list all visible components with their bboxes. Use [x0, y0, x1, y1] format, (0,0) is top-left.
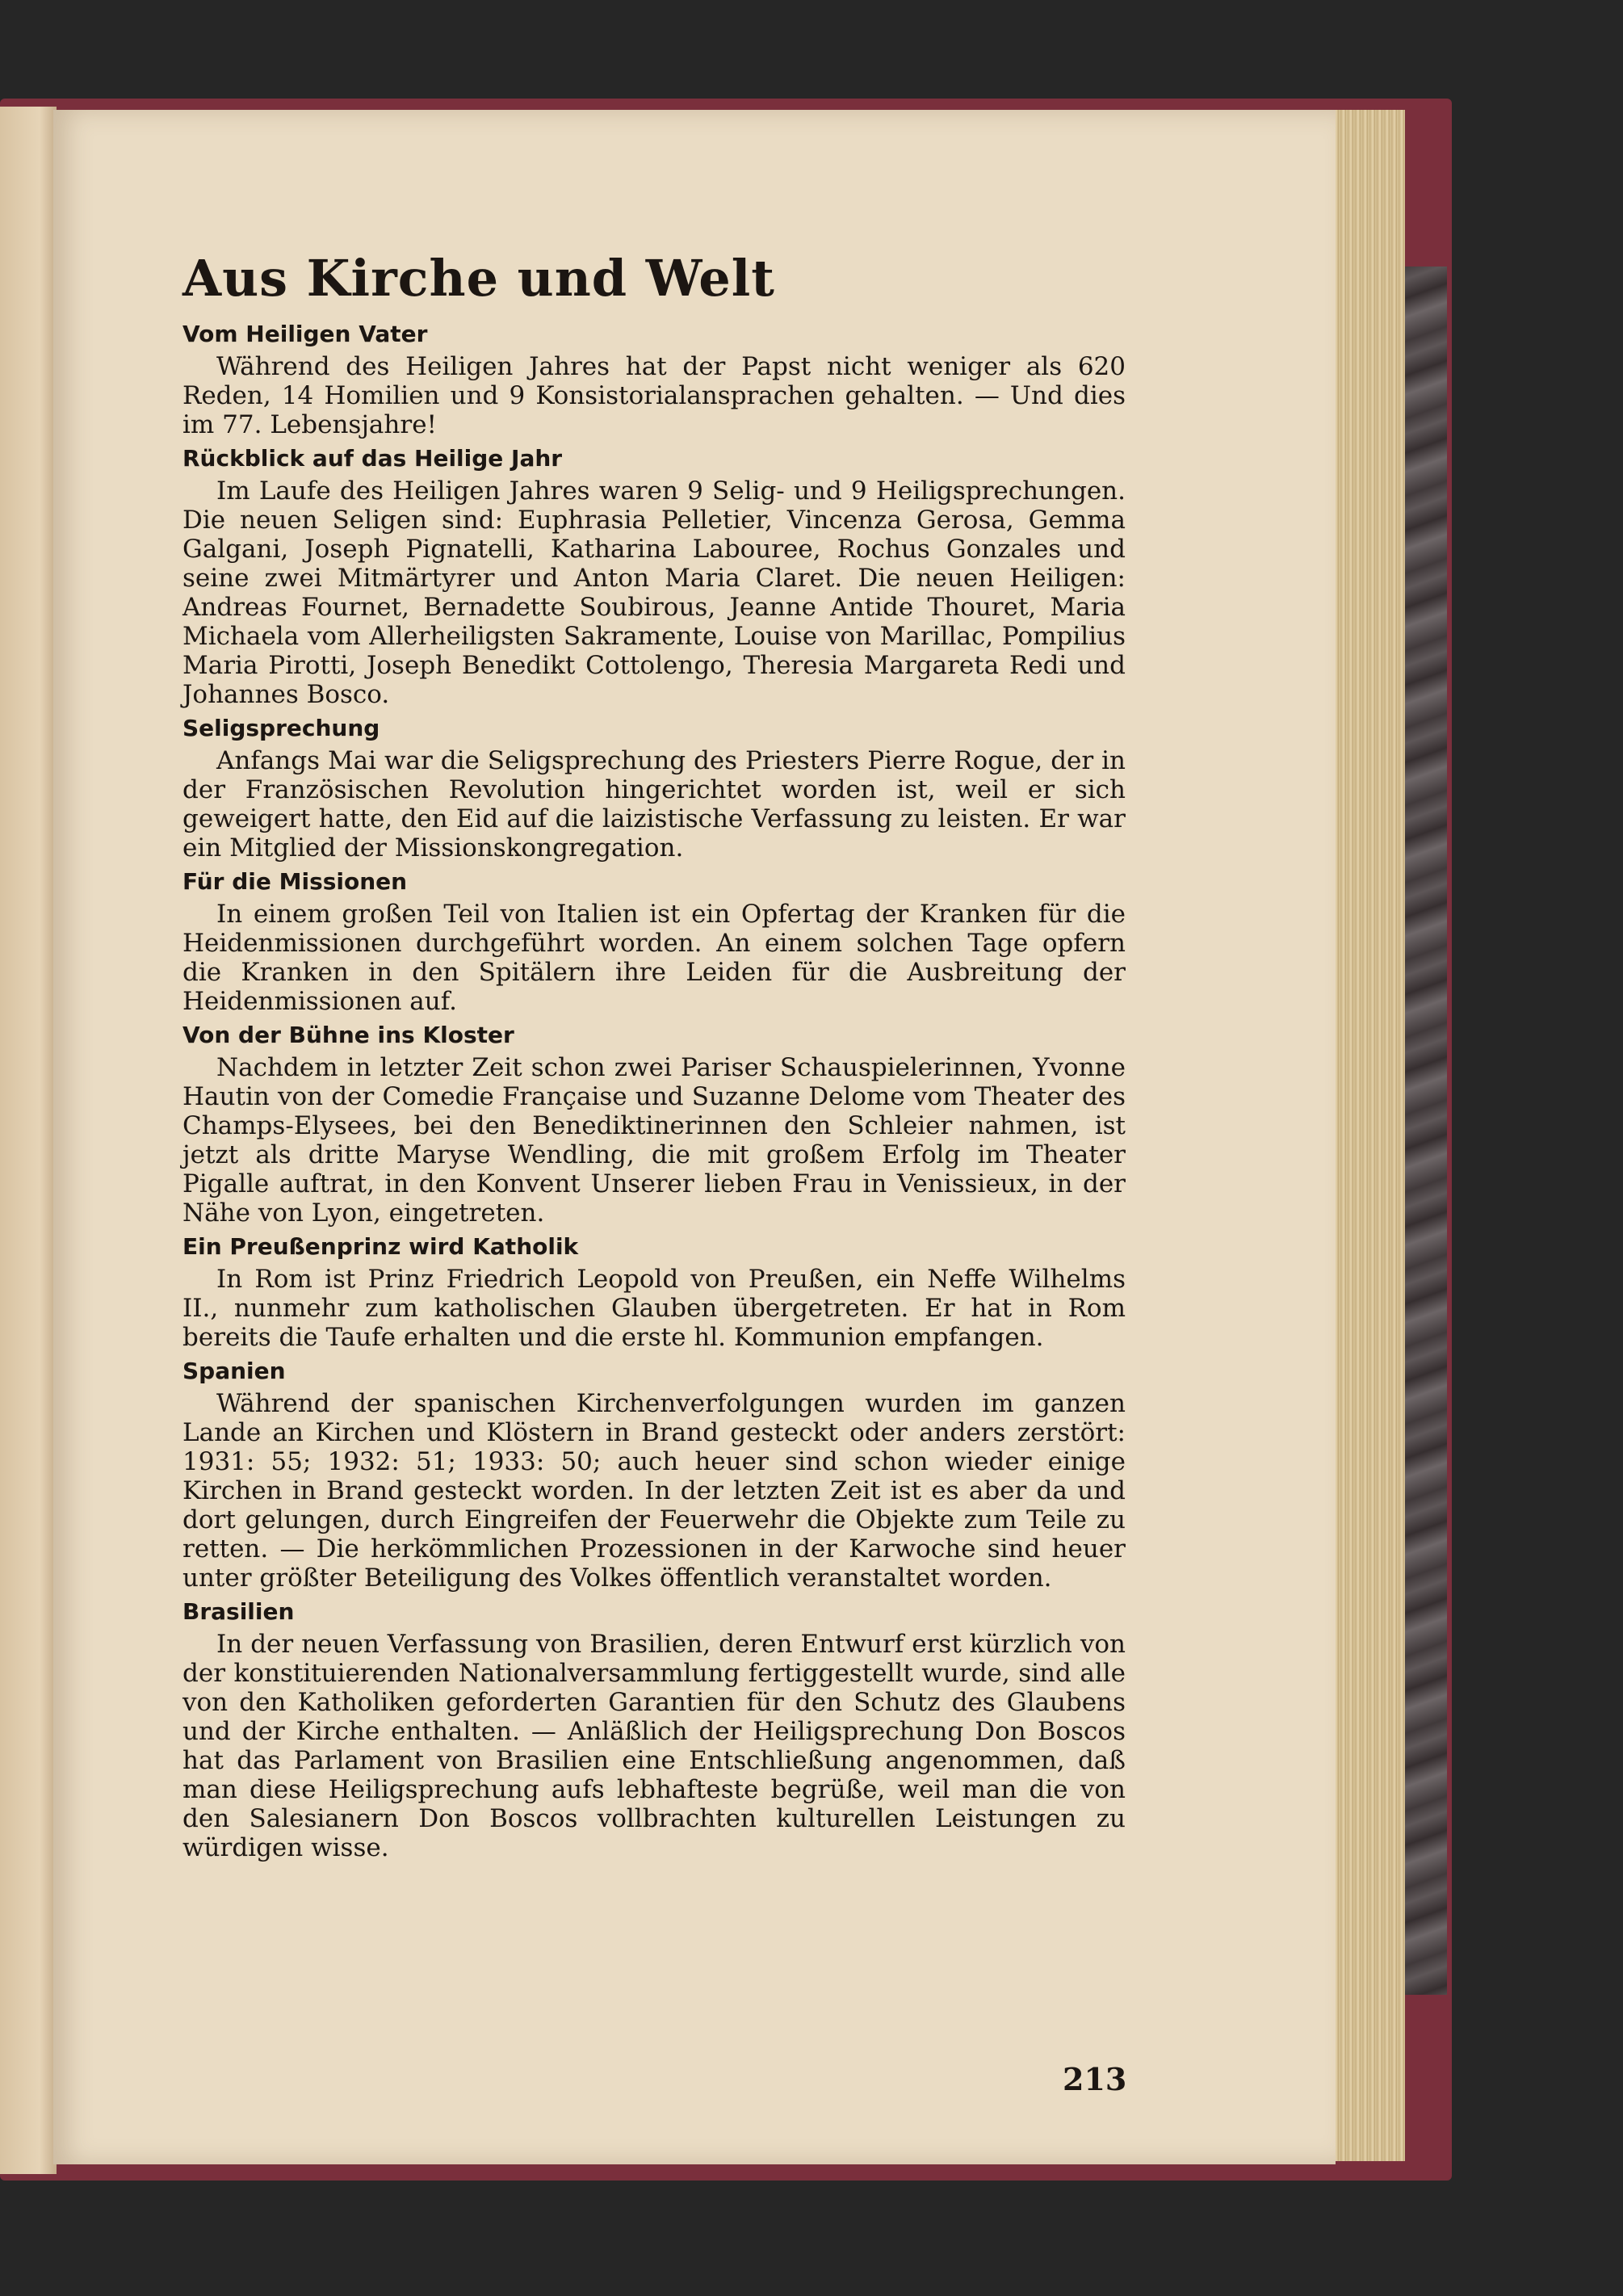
page-content: [182, 249, 1126, 1867]
section-text: In einem großen Teil von Italien ist ein Opfertag der Kranken für die Heidenmissionen durchgeführt worden. An einem solchen Tage opfern die Kranken in den Spitälern ihre Leiden für die Ausbreitung der Heidenmissionen auf.: [182, 900, 1126, 1016]
section-preussenprinz: [182, 1232, 1126, 1352]
section-text: Während der spanischen Kirchenverfolgungen wurden im ganzen Lande an Kirchen und Klöstern in Brand gesteckt oder anders zerstört: 1931: 55; 1932: 51; 1933: 50; auch heuer sind schon wieder einige Kirchen in Brand gesteckt worden. In der letzten Zeit ist es aber da und dort gelungen, durch Eingreifen der Feuerwehr die Objekte zum Teile zu retten. — Die herkömmlichen Prozessionen in der Karwoche sind heuer unter größter Beteiligung des Volkes öffentlich veranstaltet worden.: [182, 1389, 1126, 1593]
section-vom-heiligen-vater: [182, 320, 1126, 439]
section-heading: Ein Preußenprinz wird Katholik: [182, 1233, 579, 1260]
section-heading: Brasilien: [182, 1598, 295, 1625]
section-heading: Seligsprechung: [182, 715, 380, 741]
section-heading: Von der Bühne ins Kloster: [182, 1022, 514, 1048]
section-spanien: [182, 1357, 1126, 1593]
left-page-edge: [0, 107, 57, 2174]
section-seligsprechung: [182, 714, 1126, 863]
section-fuer-die-missionen: [182, 867, 1126, 1016]
marbled-cover-edge: [1399, 267, 1447, 1995]
section-heading: Vom Heiligen Vater: [182, 321, 428, 347]
section-text: Während des Heiligen Jahres hat der Papst nicht weniger als 620 Reden, 14 Homilien und 9 Konsistorialansprachen gehalten. — Und dies im 77. Lebensjahre!: [182, 352, 1126, 439]
section-heading: Spanien: [182, 1358, 286, 1384]
section-text: Nachdem in letzter Zeit schon zwei Pariser Schauspielerinnen, Yvonne Hautin von der Comedie Française und Suzanne Delome vom Theater des Champs-Elysees, bei den Benediktinerinnen den Schleier nahmen, ist jetzt als dritte Maryse Wendling, die mit großem Erfolg im Theater Pigalle auftrat, in den Konvent Unserer lieben Frau in Venissieux, in der Nähe von Lyon, eingetreten.: [182, 1053, 1126, 1228]
section-text: Anfangs Mai war die Seligsprechung des Priesters Pierre Rogue, der in der Französischen Revolution hingerichtet worden ist, weil er sich geweigert hatte, den Eid auf die laizistische Verfassung zu leisten. Er war ein Mitglied der Missionskongregation.: [182, 746, 1126, 863]
section-text: In der neuen Verfassung von Brasilien, deren Entwurf erst kürzlich von der konstituierenden Nationalversammlung fertiggestellt wurde, sind alle von den Katholiken geforderten Garantien für den Schutz des Glaubens und der Kirche enthalten. — Anläßlich der Heiligsprechung Don Boscos hat das Parlament von Brasilien eine Entschließung angenommen, daß man diese Heiligsprechung aufs lebhafteste begrüße, weil man die von den Salesianern Don Boscos vollbrachten kulturellen Leistungen zu würdigen wisse.: [182, 1630, 1126, 1862]
section-buehne-kloster: [182, 1021, 1126, 1228]
section-heading: Rückblick auf das Heilige Jahr: [182, 445, 563, 472]
page-block-edges: [1324, 110, 1405, 2161]
section-brasilien: [182, 1597, 1126, 1862]
section-rueckblick: [182, 444, 1126, 709]
page-number: 213: [1063, 2061, 1127, 2097]
section-text: Im Laufe des Heiligen Jahres waren 9 Selig- und 9 Heiligsprechungen. Die neuen Seligen sind: Euphrasia Pelletier, Vincenza Gerosa, Gemma Galgani, Joseph Pignatelli, Katharina Labouree, Rochus Gonzales und seine zwei Mitmärtyrer und Anton Maria Claret. Die neuen Heiligen: Andreas Fournet, Bernadette Soubirous, Jeanne Antide Thouret, Maria Michaela vom Allerheiligsten Sakramente, Louise von Marillac, Pompilius Maria Pirotti, Joseph Benedikt Cottolengo, Theresia Margareta Redi und Johannes Bosco.: [182, 476, 1126, 709]
section-heading: Für die Missionen: [182, 868, 408, 895]
book-page: [53, 110, 1336, 2164]
page-title: Aus Kirche und Welt: [182, 249, 775, 308]
section-text: In Rom ist Prinz Friedrich Leopold von Preußen, ein Neffe Wilhelms II., nunmehr zum katholischen Glauben übergetreten. Er hat in Rom bereits die Taufe erhalten und die erste hl. Kommunion empfangen.: [182, 1265, 1126, 1352]
